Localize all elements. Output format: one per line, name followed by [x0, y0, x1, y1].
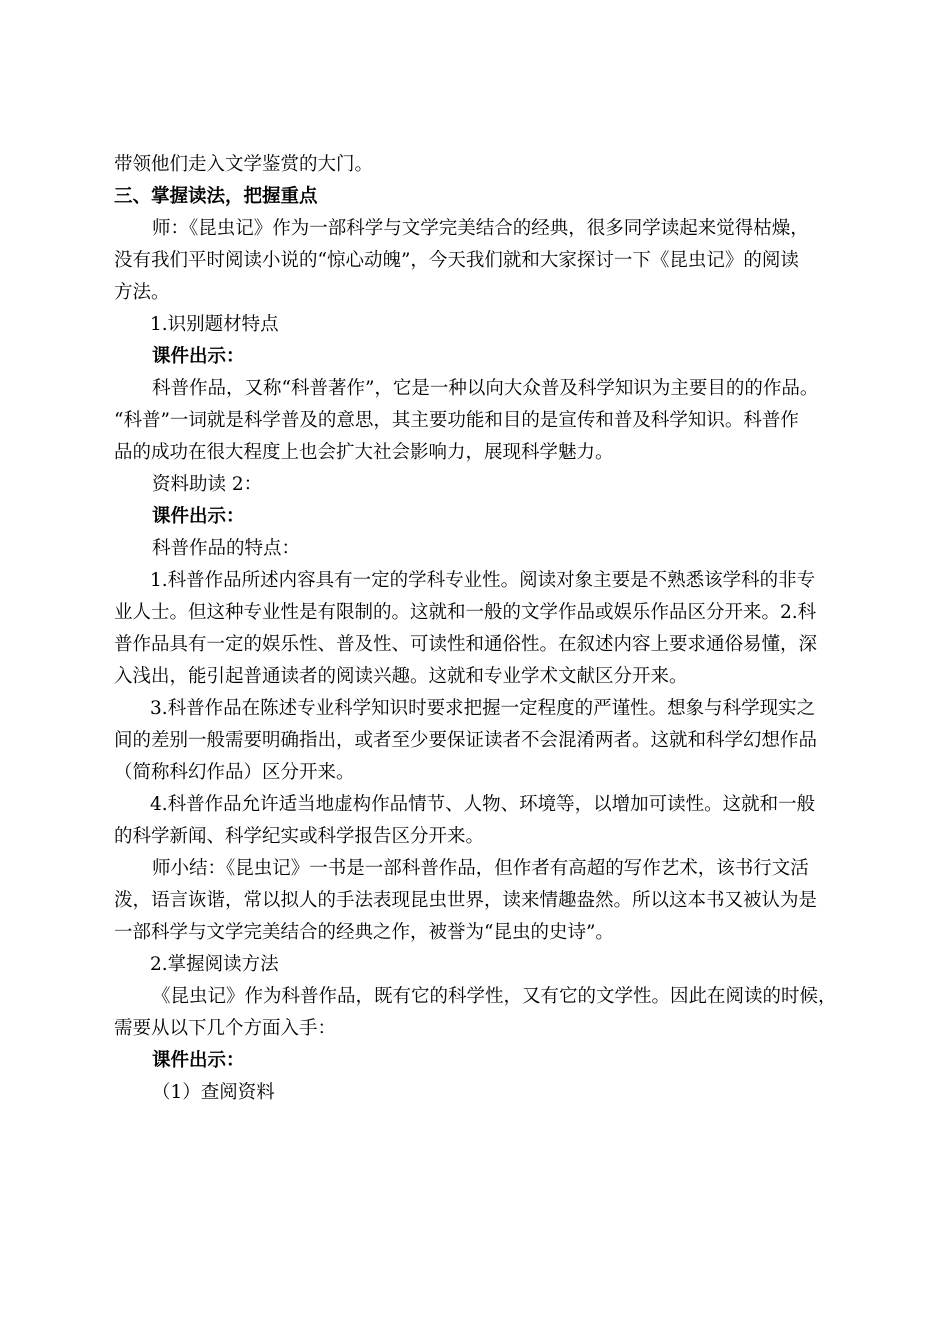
text-line: （简称科幻作品）区分开来。: [114, 762, 355, 783]
text-line: 没有我们平时阅读小说的“惊心动魄”，今天我们就和大家探讨一下《昆虫记》的阅读: [114, 250, 799, 271]
text-line: 科普作品的特点：: [152, 538, 301, 559]
text-line: 业人士。但这种专业性是有限制的。这就和一般的文学作品或娱乐作品区分开来。2.科: [114, 602, 817, 623]
text-line: 师小结：《昆虫记》一书是一部科普作品，但作者有高超的写作艺术，该书行文活: [152, 858, 809, 879]
courseware-label: 课件出示：: [152, 346, 245, 367]
text-line: 资料助读 2：: [152, 474, 263, 495]
subsection-heading: 1.识别题材特点: [150, 314, 279, 335]
text-line: 方法。: [114, 282, 170, 303]
text-line: 《昆虫记》作为科普作品，既有它的科学性，又有它的文学性。因此在阅读的时候，: [152, 986, 837, 1007]
text-line: 一部科学与文学完美结合的经典之作，被誉为“昆虫的史诗”。: [114, 922, 614, 943]
section-heading: 三、掌握读法，把握重点: [114, 186, 318, 207]
courseware-label: 课件出示：: [152, 506, 245, 527]
text-line: 1.科普作品所述内容具有一定的学科专业性。阅读对象主要是不熟悉该学科的非专: [150, 570, 816, 591]
text-line: 科普作品，又称“科普著作”，它是一种以向大众普及科学知识为主要目的的作品。: [152, 378, 819, 399]
text-line: 入浅出，能引起普通读者的阅读兴趣。这就和专业学术文献区分开来。: [114, 666, 688, 687]
document-page: [114, 149, 844, 1109]
text-line: 4.科普作品允许适当地虚构作品情节、人物、环境等，以增加可读性。这就和一般: [150, 794, 816, 815]
text-line: （1）查阅资料: [152, 1082, 275, 1103]
courseware-label: 课件出示：: [152, 1050, 245, 1071]
text-line: 泼，语言诙谐，常以拟人的手法表现昆虫世界，读来情趣盎然。所以这本书又被认为是: [114, 890, 818, 911]
text-line: 间的差别一般需要明确指出，或者至少要保证读者不会混淆两者。这就和科学幻想作品: [114, 730, 818, 751]
text-line: 带领他们走入文学鉴赏的大门。: [114, 154, 374, 175]
text-line: 品的成功在很大程度上也会扩大社会影响力，展现科学魅力。: [114, 442, 614, 463]
text-line: 需要从以下几个方面入手：: [114, 1018, 337, 1039]
text-line: 的科学新闻、科学纪实或科学报告区分开来。: [114, 826, 485, 847]
text-line: 普作品具有一定的娱乐性、普及性、可读性和通俗性。在叙述内容上要求通俗易懂，深: [114, 634, 818, 655]
text-line: 师：《昆虫记》作为一部科学与文学完美结合的经典，很多同学读起来觉得枯燥，: [152, 218, 809, 239]
text-line: 3.科普作品在陈述专业科学知识时要求把握一定程度的严谨性。想象与科学现实之: [150, 698, 816, 719]
text-line: “科普”一词就是科学普及的意思，其主要功能和目的是宣传和普及科学知识。科普作: [114, 410, 799, 431]
subsection-heading: 2.掌握阅读方法: [150, 954, 279, 975]
